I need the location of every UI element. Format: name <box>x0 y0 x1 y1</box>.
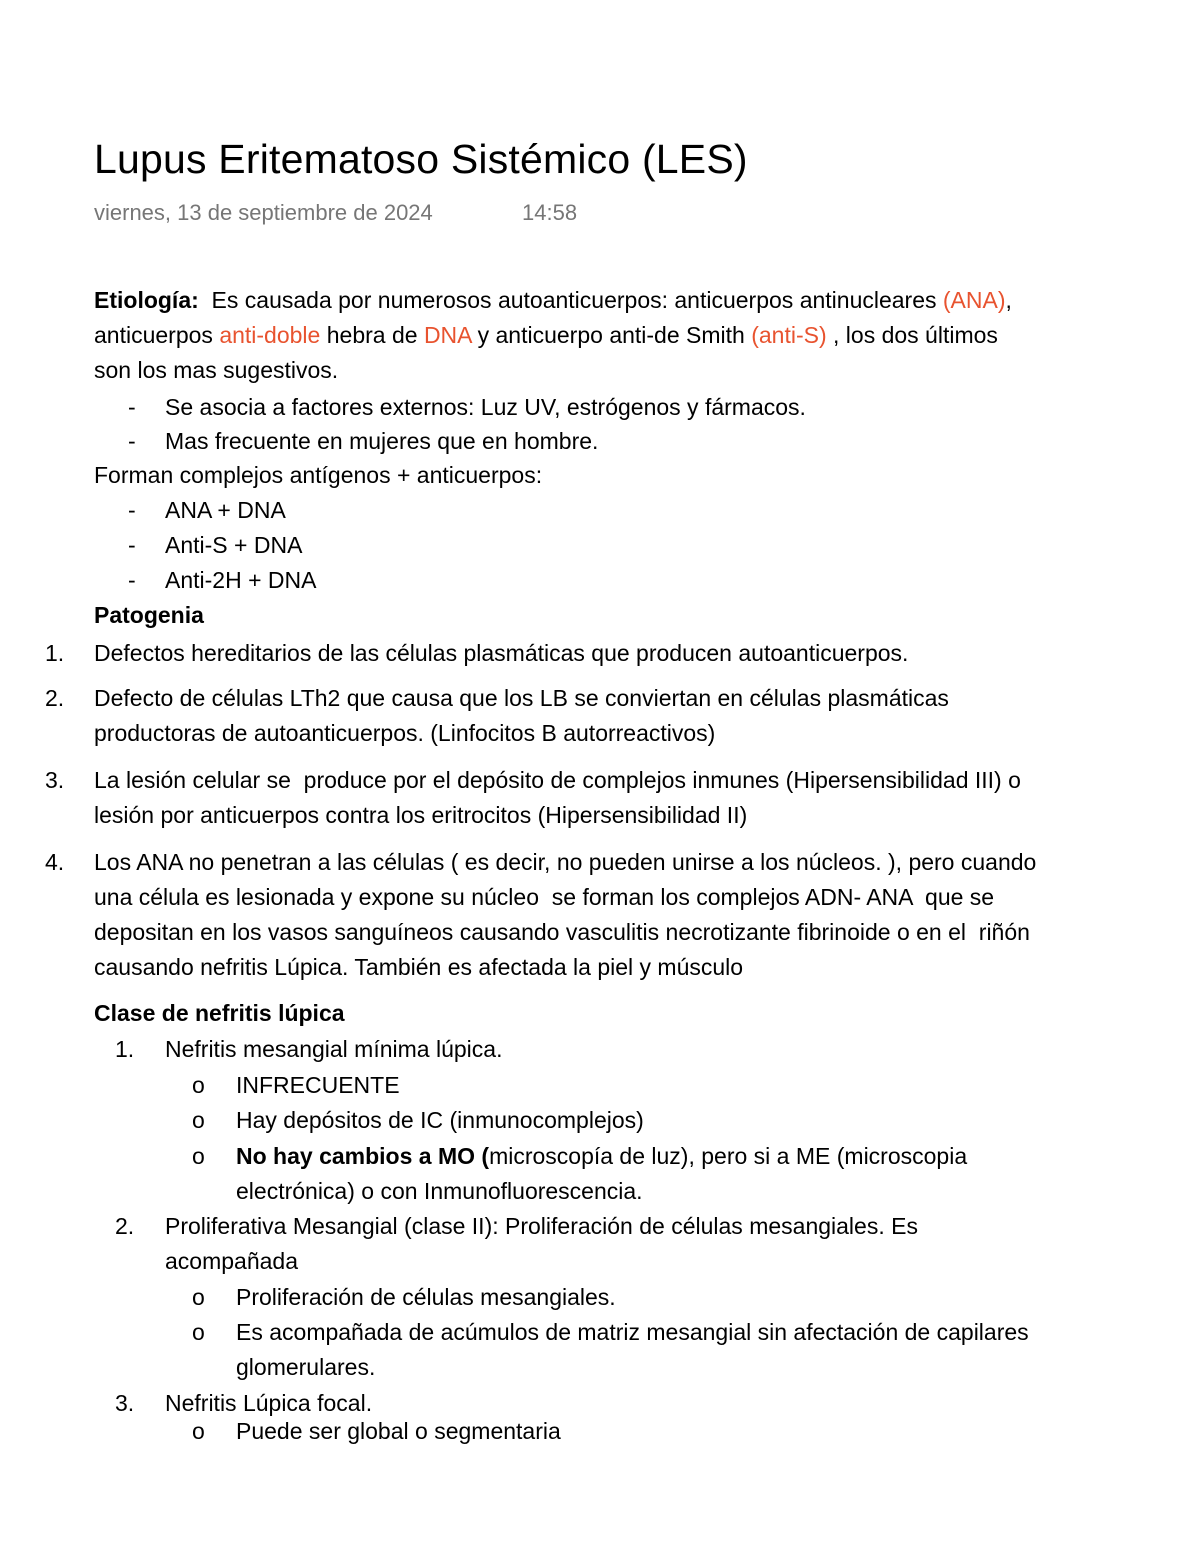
page-title: Lupus Eritematoso Sistémico (LES) <box>94 136 748 182</box>
patogenia-heading: Patogenia <box>94 602 204 628</box>
list-number: 2. <box>115 1213 135 1239</box>
list-number: 2. <box>45 685 65 711</box>
etiologia-bullet-2: Mas frecuente en mujeres que en hombre. <box>165 428 599 454</box>
nefritis-class-3-sub-1: Puede ser global o segmentaria <box>236 1418 561 1444</box>
patogenia-item-2-line-1: Defecto de células LTh2 que causa que los LB se conviertan en células plasmáticas <box>94 685 949 711</box>
nefritis-class-2-line-1: Proliferativa Mesangial (clase II): Proliferación de células mesangiales. Es <box>165 1213 918 1239</box>
date-label: viernes, 13 de septiembre de 2024 <box>94 200 433 225</box>
nefritis-class-3: Nefritis Lúpica focal. <box>165 1390 373 1416</box>
etiologia-line-3: son los mas sugestivos. <box>94 357 339 383</box>
patogenia-item-4-line-2: una célula es lesionada y expone su núcleo se forman los complejos ADN- ANA que se <box>94 884 995 910</box>
list-number: 1. <box>45 640 65 666</box>
dash-bullet: - <box>128 532 136 558</box>
complejo-item-2: Anti-S + DNA <box>165 532 303 558</box>
circle-bullet-icon: o <box>192 1319 205 1345</box>
nefritis-class-2-sub-2-line-2: glomerulares. <box>236 1354 376 1380</box>
text: , los dos últimos <box>826 322 998 348</box>
nefritis-class-2-sub-2-line-1: Es acompañada de acúmulos de matriz mesangial sin afectación de capilares <box>236 1319 1029 1345</box>
etiologia-text: Es causada por numerosos autoanticuerpos: anticuerpos antinucleares <box>198 287 943 313</box>
patogenia-item-3-line-2: lesión por anticuerpos contra los eritrocitos (Hipersensibilidad II) <box>94 802 748 828</box>
text: y anticuerpo anti-de Smith <box>471 322 752 348</box>
dash-bullet: - <box>128 497 136 523</box>
complejo-item-1: ANA + DNA <box>165 497 286 523</box>
text: hebra de <box>320 322 424 348</box>
list-number: 3. <box>115 1390 135 1416</box>
dash-bullet: - <box>128 394 136 420</box>
complejos-intro: Forman complejos antígenos + anticuerpos: <box>94 462 543 488</box>
circle-bullet-icon: o <box>192 1418 205 1444</box>
patogenia-item-1: Defectos hereditarios de las células plasmáticas que producen autoanticuerpos. <box>94 640 909 666</box>
patogenia-item-4-line-1: Los ANA no penetran a las células ( es decir, no pueden unirse a los núcleos. ), pero cuando <box>94 849 1037 875</box>
circle-bullet-icon: o <box>192 1143 205 1169</box>
nefritis-heading: Clase de nefritis lúpica <box>94 1000 345 1026</box>
circle-bullet-icon: o <box>192 1284 205 1310</box>
list-number: 1. <box>115 1036 135 1062</box>
dash-bullet: - <box>128 567 136 593</box>
patogenia-item-4-line-4: causando nefritis Lúpica. También es afectada la piel y músculo <box>94 954 744 980</box>
nefritis-class-1-sub-1: INFRECUENTE <box>236 1072 400 1098</box>
bold-text: No hay cambios a MO ( <box>236 1143 490 1169</box>
nefritis-class-2-sub-1: Proliferación de células mesangiales. <box>236 1284 616 1310</box>
text: microscopía de luz), pero si a ME (microscopia <box>489 1143 968 1169</box>
nefritis-class-1-sub-3 <box>236 1139 967 1174</box>
time-label: 14:58 <box>522 200 578 225</box>
circle-bullet-icon: o <box>192 1072 205 1098</box>
anti-s-highlight: (anti-S) <box>751 322 827 348</box>
list-number: 3. <box>45 767 65 793</box>
comma: , <box>1005 287 1012 313</box>
text: anticuerpos <box>94 322 220 348</box>
circle-bullet-icon: o <box>192 1107 205 1133</box>
patogenia-item-4-line-3: depositan en los vasos sanguíneos causando vasculitis necrotizante fibrinoide o en el riñón <box>94 919 1030 945</box>
nefritis-class-1: Nefritis mesangial mínima lúpica. <box>165 1036 503 1062</box>
nefritis-class-1-sub-2: Hay depósitos de IC (inmunocomplejos) <box>236 1107 644 1133</box>
patogenia-item-2-line-2: productoras de autoanticuerpos. (Linfocitos B autorreactivos) <box>94 720 716 746</box>
anti-doble-highlight: anti-doble <box>219 322 321 348</box>
etiologia-line-2 <box>94 318 998 353</box>
nefritis-class-1-sub-3-line-2: electrónica) o con Inmunofluorescencia. <box>236 1178 643 1204</box>
etiologia-bullet-1: Se asocia a factores externos: Luz UV, estrógenos y fármacos. <box>165 394 806 420</box>
nefritis-class-2-line-2: acompañada <box>165 1248 298 1274</box>
etiologia-line-1 <box>94 283 1012 318</box>
ana-highlight: (ANA) <box>942 287 1006 313</box>
etiologia-label: Etiología: <box>94 287 199 313</box>
dash-bullet: - <box>128 428 136 454</box>
list-number: 4. <box>45 849 65 875</box>
dna-highlight: DNA <box>423 322 472 348</box>
patogenia-item-3-line-1: La lesión celular se produce por el depósito de complejos inmunes (Hipersensibilidad III) o <box>94 767 1021 793</box>
complejo-item-3: Anti-2H + DNA <box>165 567 317 593</box>
clipped-line <box>0 1418 1200 1446</box>
